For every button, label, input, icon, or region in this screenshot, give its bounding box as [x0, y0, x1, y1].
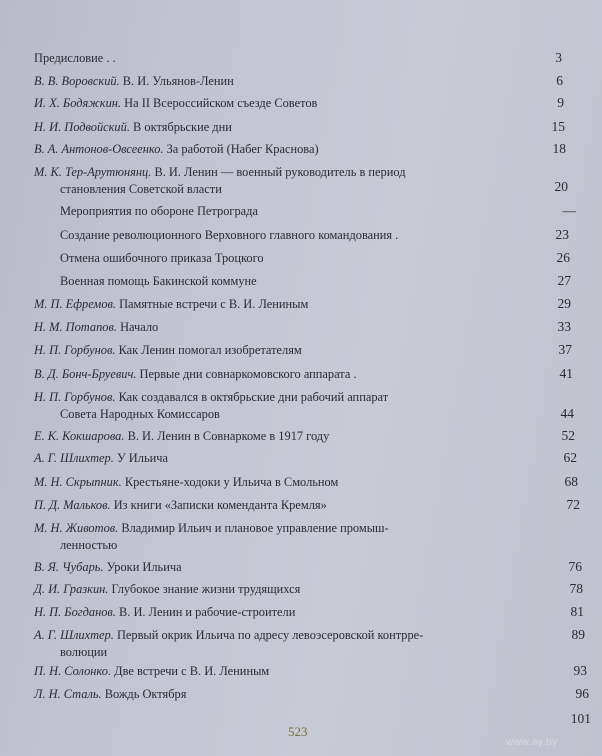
entry-title: В. И. Ульянов-Ленин [119, 74, 234, 88]
entry-title: Отмена ошибочного приказа Троцкого [60, 251, 264, 265]
entry-author: В. Д. Бонч-Бруевич. [34, 367, 137, 381]
entry-author: Н. П. Горбунов. [34, 343, 116, 357]
entry-author: М. К. Тер-Арутюнянц. [34, 165, 152, 179]
entry-title: Как Ленин помогал изобретателям [115, 343, 302, 357]
entry-page-number: 101 [570, 711, 591, 726]
entry-author: Л. Н. Сталь. [34, 687, 102, 701]
page-number: 523 [288, 724, 308, 739]
entry-title: Первый окрик Ильича по адресу левоэсеровской контрре- [113, 628, 424, 642]
entry-author: В. В. Воровский. [34, 74, 120, 88]
entry-page-number: 81 [570, 604, 584, 619]
entry-author: В. Я. Чубарь. [34, 560, 104, 574]
entry-author: Н. И. Подвойский. [34, 120, 130, 134]
entry-title: Две встречи с В. И. Лениным [111, 664, 270, 678]
toc-entry-line [34, 366, 357, 382]
toc-entry-line [34, 164, 406, 180]
entry-author: Н. М. Потапов. [34, 320, 117, 334]
toc-entry-line [60, 227, 398, 243]
toc-entry-line [60, 273, 257, 289]
entry-page-number: 27 [557, 273, 571, 288]
entry-page-number: 23 [555, 227, 569, 242]
entry-author: А. Г. Шлихтер. [34, 451, 114, 465]
toc-entry-line [34, 50, 116, 66]
toc-entry-line [34, 559, 182, 575]
entry-page-number: 26 [556, 250, 570, 265]
entry-page-number: 29 [557, 296, 571, 311]
entry-author: М. Н. Скрыпник. [34, 475, 122, 489]
entry-author: Д. И. Гразкин. [34, 582, 109, 596]
entry-title: В октябрьские дни [129, 120, 232, 134]
entry-title-continued: Совета Народных Комиссаров [60, 407, 220, 421]
entry-title: Памятные встречи с В. И. Лениным [116, 297, 309, 311]
toc-entry-line [60, 203, 258, 219]
entry-page-number: 89 [571, 627, 585, 642]
entry-title: В. И. Ленин и рабочие-строители [115, 605, 296, 619]
entry-title-continued: волюции [60, 645, 108, 659]
entry-author: В. А. Антонов-Овсеенко. [34, 142, 164, 156]
entry-page-number: 18 [552, 141, 566, 156]
toc-entry-line [34, 342, 302, 358]
entry-title: Военная помощь Бакинской коммуне [60, 274, 257, 288]
entry-page-number: 41 [559, 366, 573, 381]
entry-author: И. Х. Бодяжкин. [34, 96, 122, 110]
entry-page-number: 15 [551, 119, 565, 134]
entry-title: Владимир Ильич и плановое управление промыш- [118, 521, 389, 535]
entry-title: Из книги «Записки коменданта Кремля» [110, 498, 327, 512]
entry-title: Начало [116, 320, 159, 334]
entry-author: А. Г. Шлихтер. [34, 628, 114, 642]
entry-page-number: 93 [573, 663, 587, 678]
toc-entry-line [34, 581, 300, 597]
toc-entry-line [34, 73, 234, 89]
entry-author: Е. К. Кокшарова. [34, 429, 125, 443]
entry-page-number: 68 [564, 474, 578, 489]
entry-author: П. Д. Мальков. [34, 498, 111, 512]
entry-title: У Ильича [113, 451, 168, 465]
toc-entry-line [34, 119, 232, 135]
entry-title: На II Всероссийском съезде Советов [121, 96, 318, 110]
toc-entry-line [34, 474, 338, 490]
entry-page-number: 33 [557, 319, 571, 334]
entry-page-number: 72 [566, 497, 580, 512]
entry-title: Глубокое знание жизни трудящихся [108, 582, 301, 596]
entry-page-number: — [562, 203, 576, 218]
watermark: www.ay.by [506, 737, 558, 748]
toc-entry-line [34, 389, 388, 405]
entry-page-number: 52 [561, 428, 575, 443]
toc-entry-line [34, 141, 319, 157]
toc-entry-line [34, 319, 158, 335]
entry-title-continued: ленностью [60, 538, 118, 552]
entry-title: Предисловие . . [34, 51, 116, 65]
toc-entry-line [60, 250, 264, 266]
entry-title: В. И. Ленин — военный руководитель в период [151, 165, 406, 179]
entry-page-number: 37 [558, 342, 572, 357]
toc-entry-line [34, 296, 308, 312]
entry-page-number: 3 [555, 50, 562, 65]
entry-title: Крестьяне-ходоки у Ильича в Смольном [121, 475, 339, 489]
entry-title: Уроки Ильича [103, 560, 182, 574]
toc-entry-line [34, 627, 423, 643]
entry-author: М. Н. Животов. [34, 521, 119, 535]
entry-author: П. Н. Солонко. [34, 664, 112, 678]
entry-title: За работой (Набег Краснова) [163, 142, 319, 156]
entry-page-number: 6 [556, 73, 563, 88]
entry-page-number: 44 [560, 406, 574, 421]
entry-title-continued: становления Советской власти [60, 182, 222, 196]
entry-title: Как создавался в октябрьские дни рабочий аппарат [115, 390, 389, 404]
entry-page-number: 96 [575, 686, 589, 701]
entry-title: Создание революционного Верховного главного командования . [60, 228, 399, 242]
entry-page-number: 78 [569, 581, 583, 596]
entry-title: Мероприятия по обороне Петрограда [60, 204, 258, 218]
toc-entry-line [34, 428, 329, 444]
toc-entry-line [34, 497, 327, 513]
entry-page-number: 20 [554, 179, 568, 194]
entry-title: Первые дни совнаркомовского аппарата . [136, 367, 357, 381]
toc-entry-line [34, 520, 389, 536]
entry-author: Н. П. Горбунов. [34, 390, 116, 404]
entry-title: В. И. Ленин в Совнаркоме в 1917 году [124, 429, 330, 443]
toc-entry-line [34, 663, 269, 679]
toc-entry-line [34, 95, 317, 111]
toc-entry-line [34, 604, 295, 620]
toc-entry-line [34, 450, 168, 466]
entry-author: М. П. Ефремов. [34, 297, 116, 311]
toc-entry-line [34, 686, 186, 702]
entry-author: Н. П. Богданов. [34, 605, 116, 619]
entry-page-number: 62 [563, 450, 577, 465]
entry-title: Вождь Октября [101, 687, 187, 701]
entry-page-number: 9 [557, 95, 564, 110]
entry-page-number: 76 [568, 559, 582, 574]
